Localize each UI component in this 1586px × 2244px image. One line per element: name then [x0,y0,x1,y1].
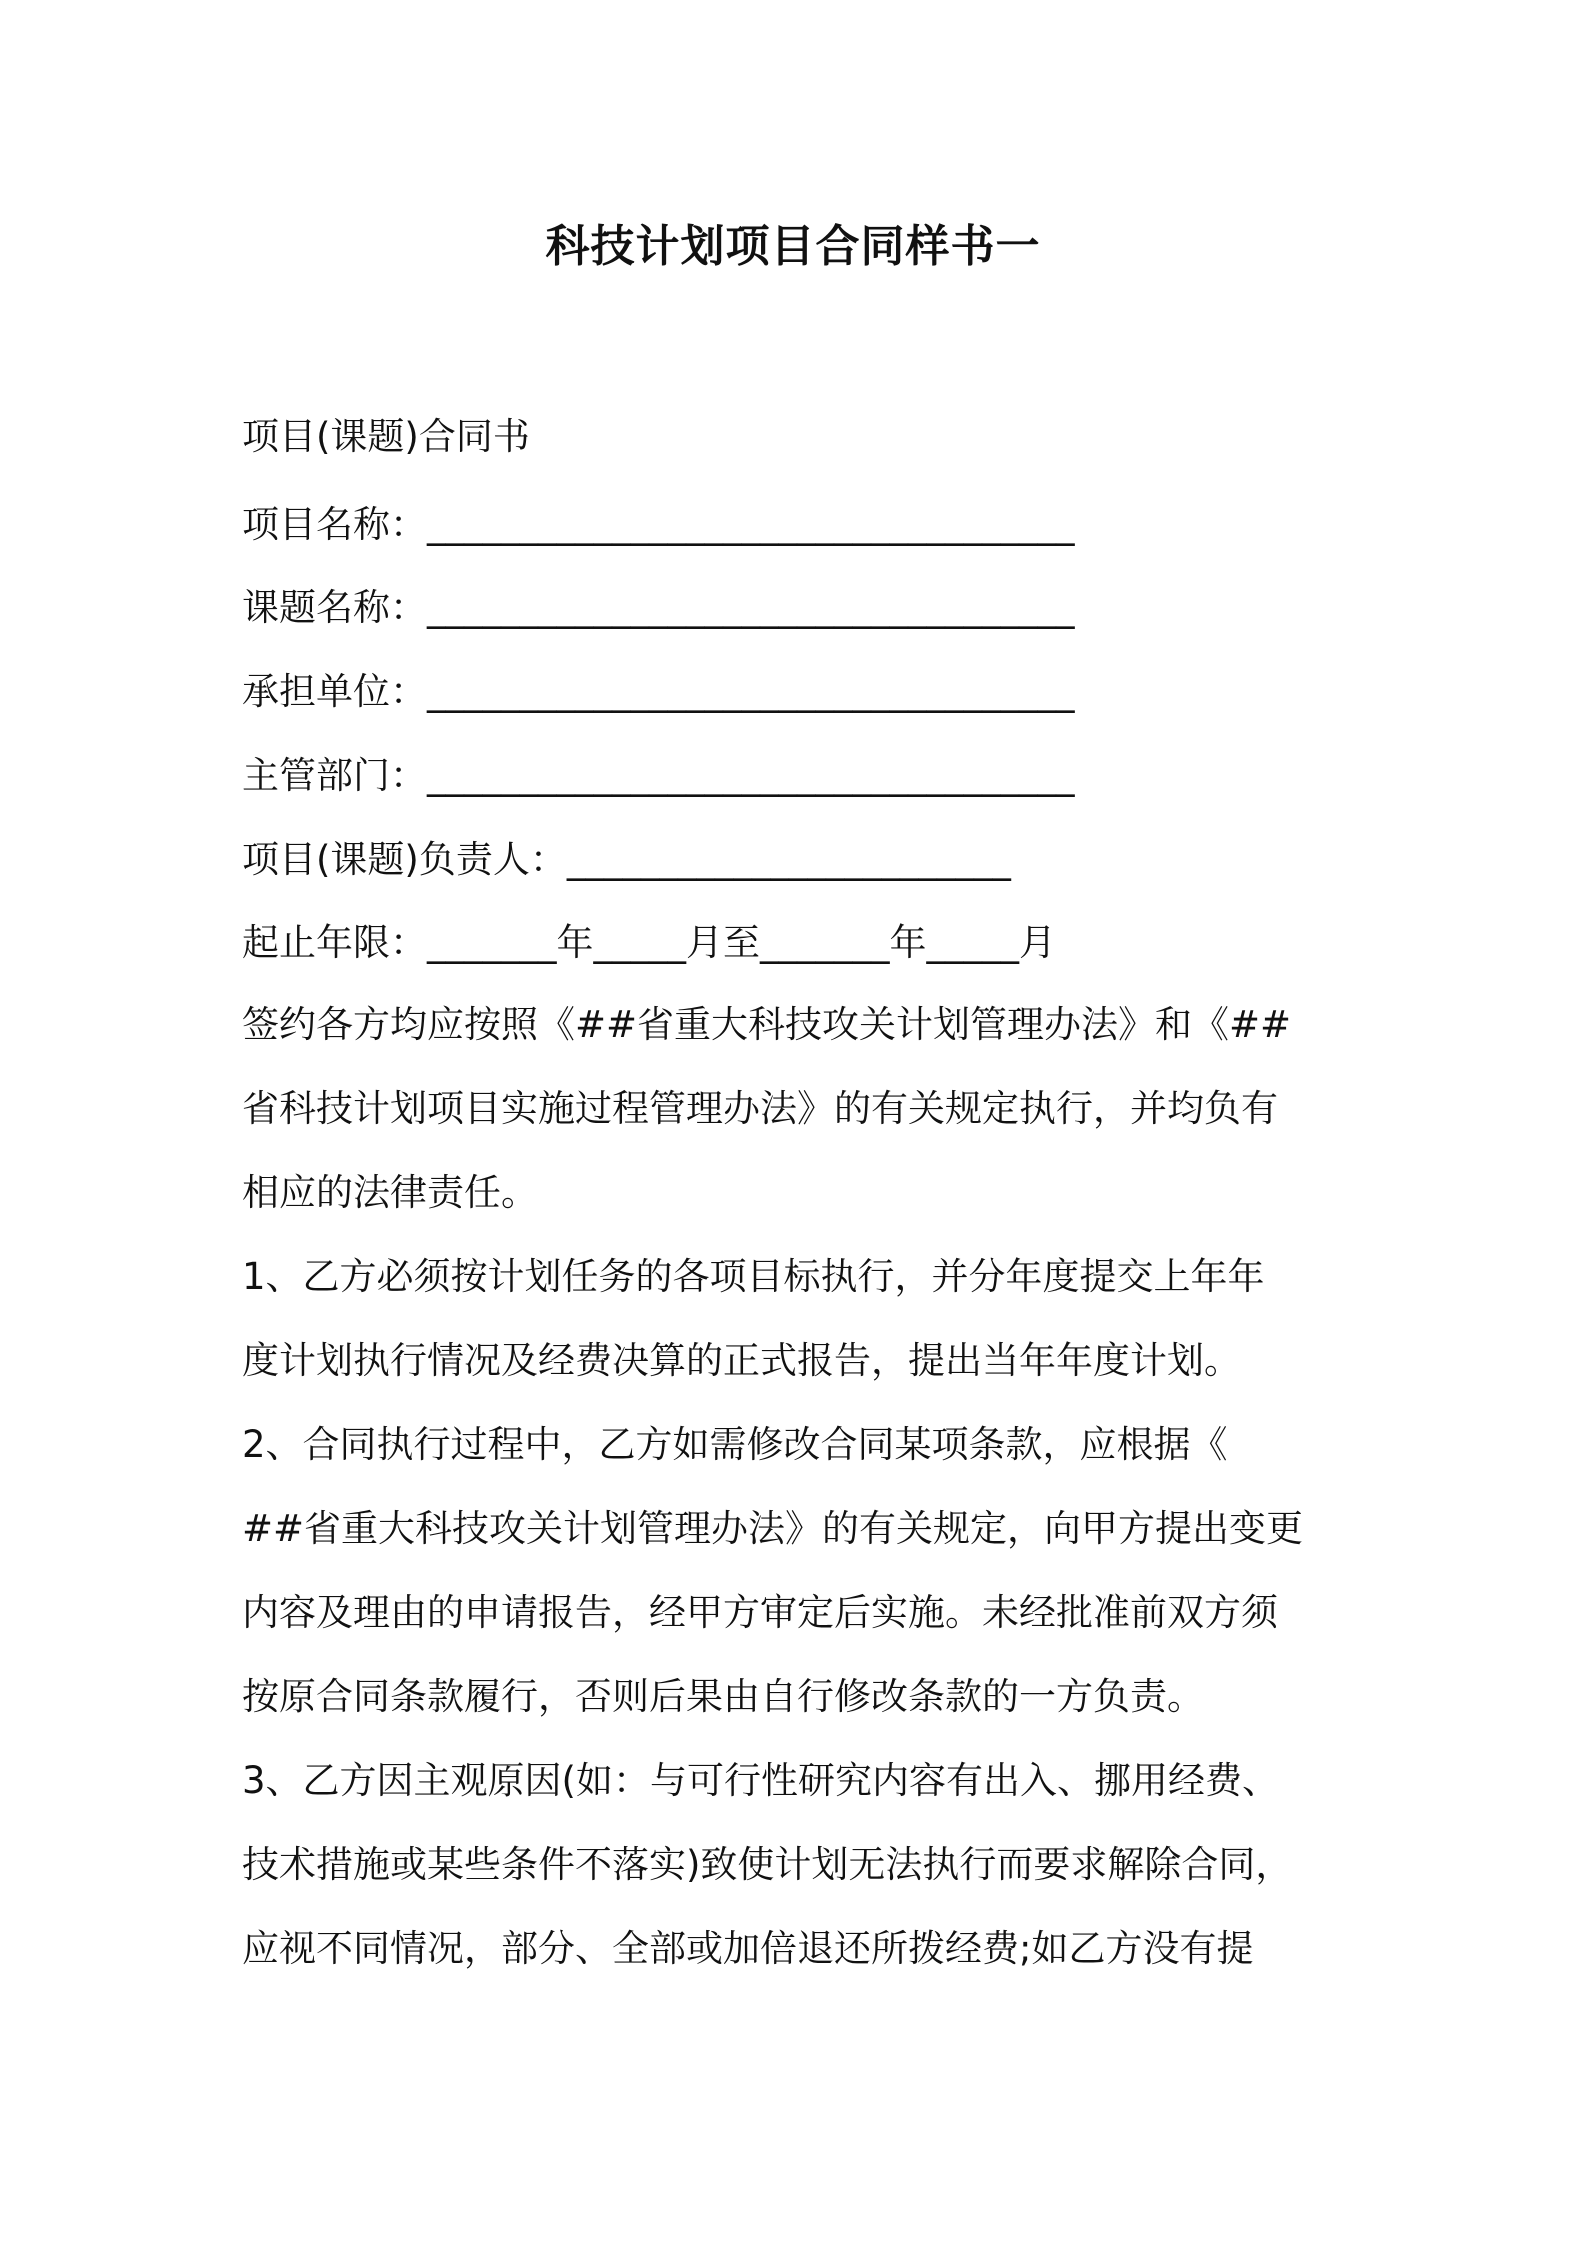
paragraph-line: 1、乙方必须按计划任务的各项目标执行，并分年度提交上年年 [242,1255,1265,1298]
field-project-leader: 项目(课题)负责人：________________________ [242,838,1011,881]
paragraph-line: 按原合同条款履行，否则后果由自行修改条款的一方负责。 [242,1675,1204,1718]
field-undertaking-unit: 承担单位：___________________________________ [242,670,1075,713]
paragraph-line: 2、合同执行过程中，乙方如需修改合同某项条款，应根据《 [242,1423,1228,1466]
paragraph-line: 应视不同情况，部分、全部或加倍退还所拨经费;如乙方没有提 [242,1927,1254,1970]
field-supervising-department: 主管部门：___________________________________ [242,754,1075,797]
paragraph-line: 技术措施或某些条件不落实)致使计划无法执行而要求解除合同， [242,1843,1293,1886]
paragraph-line: 相应的法律责任。 [242,1171,538,1214]
paragraph-line: ##省重大科技攻关计划管理办法》的有关规定，向甲方提出变更 [242,1507,1304,1550]
document-title: 科技计划项目合同样书一 [545,221,1041,272]
field-project-name: 项目名称：___________________________________ [242,503,1075,546]
paragraph-line: 度计划执行情况及经费决算的正式报告，提出当年年度计划。 [242,1339,1241,1382]
paragraph-line: 省科技计划项目实施过程管理办法》的有关规定执行，并均负有 [242,1087,1278,1130]
paragraph-line: 签约各方均应按照《##省重大科技攻关计划管理办法》和《## [242,1003,1292,1046]
paragraph-line: 3、乙方因主观原因(如：与可行性研究内容有出入、挪用经费、 [242,1759,1279,1802]
paragraph-line: 内容及理由的申请报告，经甲方审定后实施。未经批准前双方须 [242,1591,1278,1634]
field-start-end-period: 起止年限：_______年_____月至_______年_____月 [242,921,1056,964]
field-topic-name: 课题名称：___________________________________ [242,586,1075,629]
contract-subtitle: 项目(课题)合同书 [242,415,530,458]
